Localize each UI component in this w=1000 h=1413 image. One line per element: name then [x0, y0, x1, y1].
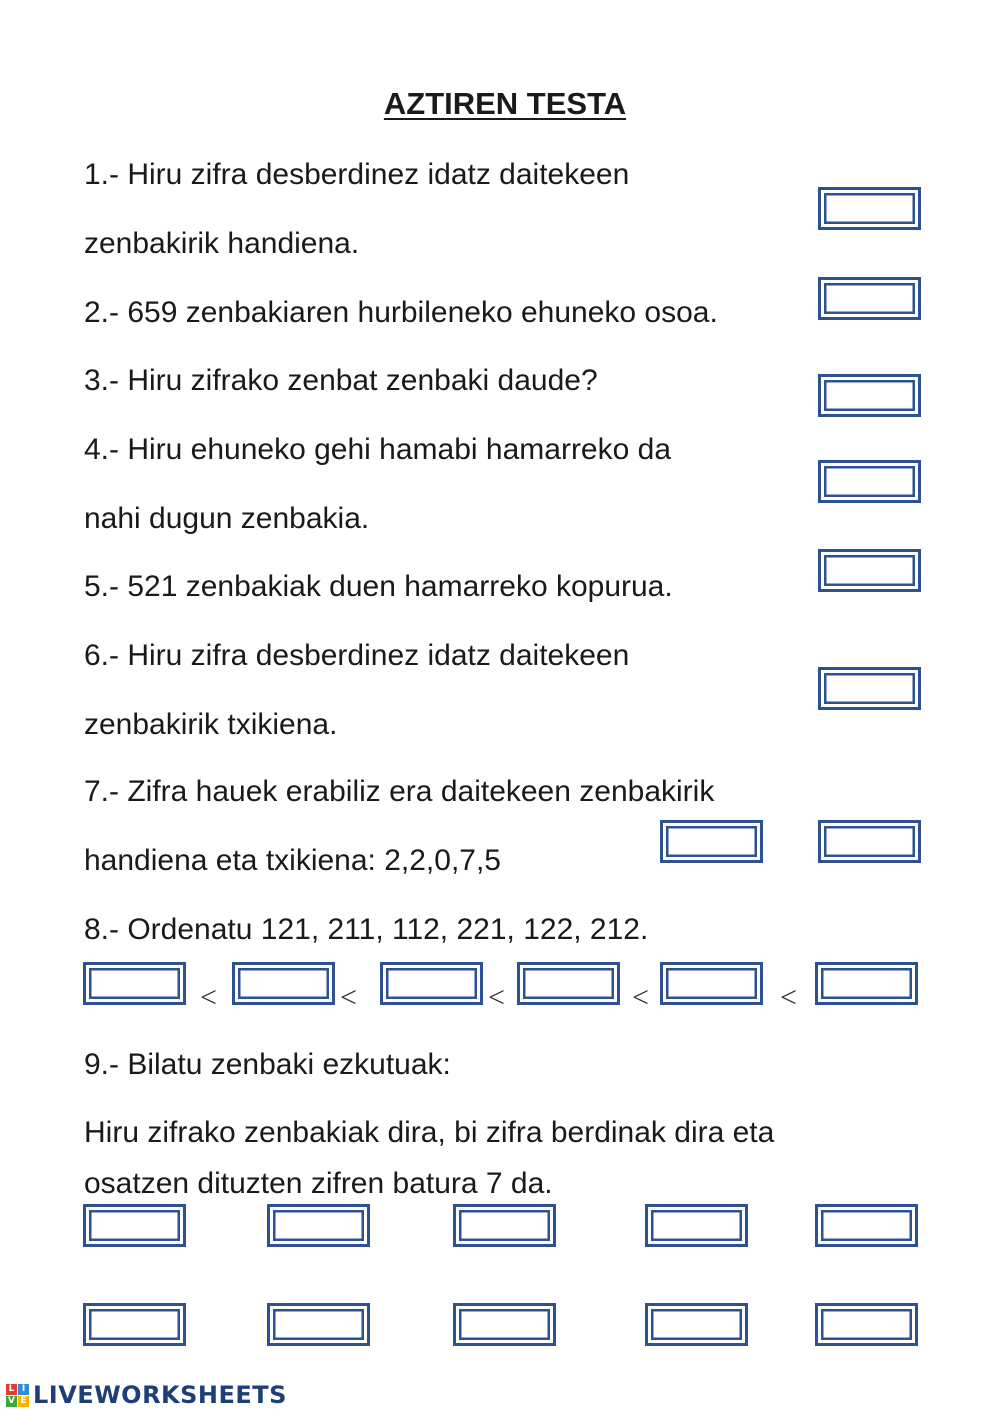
answer-box-q5[interactable] — [818, 549, 921, 592]
answer-box-q8-4[interactable] — [517, 962, 620, 1005]
question-4-line-1: 4.- Hiru ehuneko gehi hamabi hamarreko da — [84, 433, 672, 466]
question-9-line-1: 9.- Bilatu zenbaki ezkutuak: — [84, 1048, 451, 1081]
question-5-line-1: 5.- 521 zenbakiak duen hamarreko kopurua. — [84, 570, 673, 603]
answer-box-q7-largest[interactable] — [660, 820, 763, 863]
question-7-line-1: 7.- Zifra hauek erabiliz era daitekeen zenbakirik — [84, 775, 715, 808]
less-than-sign: < — [780, 981, 797, 1014]
answer-box-q8-6[interactable] — [815, 962, 918, 1005]
less-than-sign: < — [200, 981, 217, 1014]
answer-box-q8-2[interactable] — [232, 962, 335, 1005]
question-9-line-3: osatzen dituzten zifren batura 7 da. — [84, 1167, 553, 1200]
question-3-line-1: 3.- Hiru zifrako zenbat zenbaki daude? — [84, 364, 598, 397]
question-8-line-1: 8.- Ordenatu 121, 211, 112, 221, 122, 212. — [84, 913, 649, 946]
logo-grid-icon — [6, 1384, 29, 1407]
answer-box-q8-3[interactable] — [380, 962, 483, 1005]
answer-box-q9-9[interactable] — [645, 1303, 748, 1346]
question-6-line-1: 6.- Hiru zifra desberdinez idatz daitekeen — [84, 639, 630, 672]
answer-box-q9-5[interactable] — [815, 1204, 918, 1247]
question-2-line-1: 2.- 659 zenbakiaren hurbileneko ehuneko osoa. — [84, 296, 718, 329]
logo-letter: E — [18, 1396, 29, 1407]
answer-box-q6[interactable] — [818, 667, 921, 710]
answer-box-q9-10[interactable] — [815, 1303, 918, 1346]
question-6-line-2: zenbakirik txikiena. — [84, 708, 338, 741]
answer-box-q8-5[interactable] — [660, 962, 763, 1005]
answer-box-q9-1[interactable] — [83, 1204, 186, 1247]
answer-box-q3[interactable] — [818, 374, 921, 417]
answer-box-q8-1[interactable] — [83, 962, 186, 1005]
logo-letter: V — [6, 1396, 17, 1407]
less-than-sign: < — [340, 981, 357, 1014]
logo-letter: I — [18, 1384, 29, 1395]
logo-text: LIVEWORKSHEETS — [33, 1381, 287, 1409]
answer-box-q7-smallest[interactable] — [818, 820, 921, 863]
liveworksheets-logo[interactable] — [6, 1380, 287, 1410]
answer-box-q9-3[interactable] — [453, 1204, 556, 1247]
answer-box-q9-6[interactable] — [83, 1303, 186, 1346]
question-4-line-2: nahi dugun zenbakia. — [84, 502, 370, 535]
question-7-line-2: handiena eta txikiena: 2,2,0,7,5 — [84, 844, 501, 877]
answer-box-q9-4[interactable] — [645, 1204, 748, 1247]
answer-box-q9-8[interactable] — [453, 1303, 556, 1346]
page-title: AZTIREN TESTA — [383, 86, 627, 121]
logo-letter: L — [6, 1384, 17, 1395]
answer-box-q9-7[interactable] — [267, 1303, 370, 1346]
question-9-line-2: Hiru zifrako zenbakiak dira, bi zifra berdinak dira eta — [84, 1116, 775, 1149]
answer-box-q9-2[interactable] — [267, 1204, 370, 1247]
answer-box-q1[interactable] — [818, 187, 921, 230]
less-than-sign: < — [632, 981, 649, 1014]
question-1-line-1: 1.- Hiru zifra desberdinez idatz daitekeen — [84, 158, 630, 191]
less-than-sign: < — [488, 981, 505, 1014]
answer-box-q2[interactable] — [818, 277, 921, 320]
question-1-line-2: zenbakirik handiena. — [84, 227, 360, 260]
answer-box-q4[interactable] — [818, 460, 921, 503]
